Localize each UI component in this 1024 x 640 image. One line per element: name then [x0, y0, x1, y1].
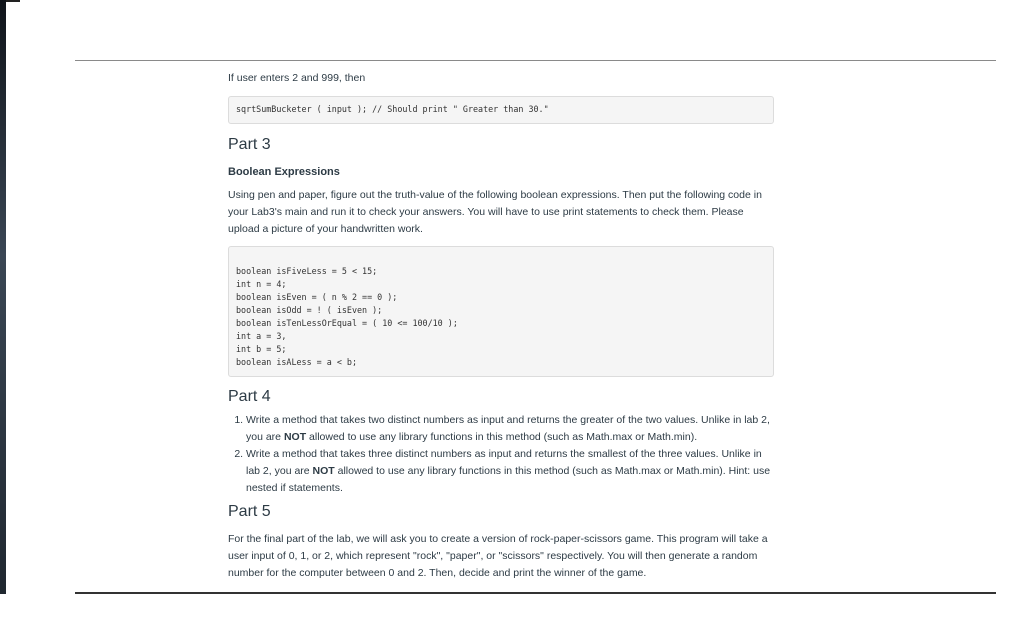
bottom-area — [0, 594, 1024, 640]
part5-heading: Part 5 — [228, 503, 271, 520]
top-divider — [75, 60, 996, 61]
code-line: int b = 5; — [236, 344, 287, 354]
code-line: boolean isEven = ( n % 2 == 0 ); — [236, 292, 398, 302]
code-line: boolean isTenLessOrEqual = ( 10 <= 100/10 ); — [236, 318, 458, 328]
part4-heading: Part 4 — [228, 388, 271, 405]
part5-description: For the final part of the lab, we will ask you to create a version of rock-paper-scissors game. This program will take a user input of 0, 1, or 2, which represent "rock", "paper", or "scissors" respectively. You will then generate a random number for the computer between 0 and 2. Then, decide and print the winner of the game. — [228, 533, 768, 579]
code-line: int n = 4; — [236, 279, 287, 289]
code-line: boolean isOdd = ! ( isEven ); — [236, 305, 383, 315]
code-block-boolean — [228, 246, 774, 377]
corner-mark — [6, 0, 20, 2]
list-item: 1. Write a method that takes two distinct numbers as input and returns the greater of the two values. Unlike in lab 2, you are NOT allowed to use any library functions in this method (such as Math.max or Math.min). — [246, 412, 774, 446]
code-line: boolean isFiveLess = 5 < 15; — [236, 266, 378, 276]
code-line: boolean isALess = a < b; — [236, 357, 358, 367]
part3-description: Using pen and paper, figure out the truth-value of the following boolean expressions. Then put the following code in your Lab3's main and run it to check your answers. You will have to use print statements to check them. Please upload a picture of your handwritten work. — [228, 189, 762, 235]
intro-text: If user enters 2 and 999, then — [228, 72, 366, 84]
assignment-content — [228, 62, 774, 592]
part4-list — [228, 412, 774, 497]
code-line: sqrtSumBucketer ( input ); // Should print " Greater than 30." — [236, 104, 549, 114]
list-item: 2. Write a method that takes three distinct numbers as input and returns the smallest of the three values. Unlike in lab 2, you are NOT allowed to use any library functions in this method (such as Math.max or Math.min). Hint: use nested if statements. — [246, 446, 774, 497]
part3-subheading: Boolean Expressions — [228, 166, 340, 178]
part3-heading: Part 3 — [228, 136, 271, 153]
window-edge-strip — [0, 0, 6, 640]
code-block-sqrt — [228, 96, 774, 124]
code-line: int a = 3, — [236, 331, 287, 341]
